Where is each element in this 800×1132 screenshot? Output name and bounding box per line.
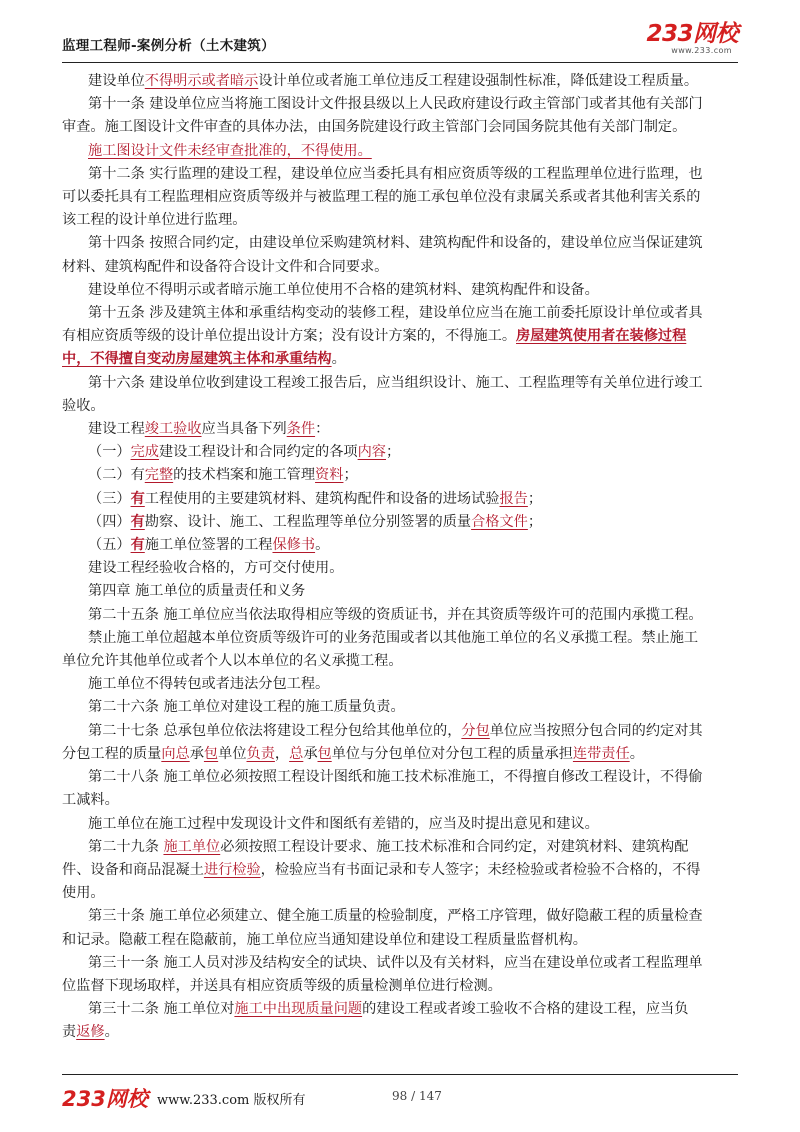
text-segment: 第三十一条 施工人员对涉及结构安全的试块、试件以及有关材料，应当在建设单位或者工程监理单	[88, 954, 703, 971]
highlighted-text: 资料	[315, 467, 344, 484]
text-segment: ：	[315, 421, 330, 438]
text-line	[62, 186, 738, 209]
text-segment: 使用。	[62, 885, 105, 902]
highlighted-text: 施工中出现质量问题	[234, 1001, 363, 1018]
text-segment: 可以委托具有工程监理相应资质等级并与被监理工程的施工承包单位没有隶属关系或者其他利害关系的	[62, 189, 701, 206]
text-segment: 必须按照工程设计要求、施工技术标准和合同约定，对建筑材料、建筑构配	[220, 838, 689, 855]
text-line	[62, 743, 738, 766]
text-line	[62, 929, 738, 952]
text-line	[62, 859, 738, 882]
text-segment: 第二十九条	[88, 838, 164, 855]
text-line	[88, 604, 738, 627]
text-segment: 第二十五条 施工单位应当依法取得相应等级的资质证书，并在其资质等级许可的范围内承揽工程。	[88, 606, 703, 623]
text-segment: 审查。施工图设计文件审查的具体办法，由国务院建设行政主管部门会同国务院其他有关部门制定。	[62, 119, 687, 136]
text-line	[88, 441, 738, 464]
document-body	[62, 70, 738, 1045]
text-segment: 承	[189, 745, 204, 762]
text-segment: 第十四条 按照合同约定，由建设单位采购建筑材料、建筑构配件和设备的，建设单位应当保证建筑	[88, 235, 703, 252]
text-segment: 该工程的设计单位进行监理。	[62, 212, 247, 229]
highlighted-text: 施工单位	[163, 838, 221, 855]
text-segment: 第二十八条 施工单位必须按照工程设计图纸和施工技术标准施工，不得擅自修改工程设计，不得偷	[88, 769, 703, 786]
text-segment: ，检验应当有书面记录和专人签字；未经检验或者检验不合格的，不得	[260, 861, 701, 878]
text-line	[88, 279, 738, 302]
text-segment: 。	[331, 351, 346, 368]
highlighted-text: 连带责任	[572, 745, 630, 762]
text-segment: ；	[386, 444, 401, 461]
text-segment: 工程使用的主要建筑材料、建筑构配件和设备的进场试验	[144, 490, 500, 507]
highlighted-text: 竣工验收	[144, 421, 202, 438]
text-line	[88, 232, 738, 255]
text-segment: 第三十二条 施工单位对	[88, 1001, 235, 1018]
text-segment: ；	[343, 467, 358, 484]
text-line	[88, 70, 738, 93]
text-segment: 勘察、设计、施工、工程监理等单位分别签署的质量	[144, 513, 472, 530]
highlighted-text: 有	[130, 537, 145, 554]
text-line	[62, 348, 738, 371]
text-segment: 和记录。隐蔽工程在隐蔽前，施工单位应当通知建设单位和建设工程质量监督机构。	[62, 931, 587, 948]
highlighted-text: 负责	[246, 745, 275, 762]
highlighted-text: 总	[289, 745, 304, 762]
highlighted-text: 进行检验	[203, 861, 261, 878]
logo-url: www.233.com	[671, 46, 732, 55]
highlighted-text: 房屋建筑使用者在装修过程	[516, 328, 687, 345]
highlighted-text: 报告	[499, 490, 528, 507]
text-line	[88, 140, 738, 163]
text-segment: 第三十条 施工单位必须建立、健全施工质量的检验制度，严格工序管理，做好隐蔽工程的质量检查	[88, 908, 703, 925]
text-segment: 第四章 施工单位的质量责任和义务	[88, 583, 306, 600]
text-segment: ，	[274, 745, 290, 762]
text-segment: 单位与分包单位对分包工程的质量承担	[331, 745, 573, 762]
text-segment: 第十五条 涉及建筑主体和承重结构变动的装修工程，建设单位应当在施工前委托原设计单位或者具	[88, 305, 703, 322]
text-segment: （一）	[88, 444, 131, 461]
text-line	[62, 209, 738, 232]
text-segment: 第二十七条 总承包单位依法将建设工程分包给其他单位的，	[88, 722, 462, 739]
text-segment: 建设工程	[88, 421, 145, 438]
text-segment: 建设工程设计和合同约定的各项	[158, 444, 358, 461]
highlighted-text: 完整	[144, 467, 174, 484]
text-segment: 承	[303, 745, 318, 762]
header-divider	[62, 62, 738, 63]
text-segment: 。	[104, 1024, 119, 1041]
footer-logo: 233网校	[62, 1087, 148, 1111]
text-line	[88, 696, 738, 719]
text-segment: 单位允许其他单位或者个人以本单位的名义承揽工程。	[62, 653, 403, 670]
highlighted-text: 有	[130, 513, 145, 530]
text-line	[62, 650, 738, 673]
highlighted-text: 内容	[357, 444, 386, 461]
text-line	[88, 720, 738, 743]
text-line	[62, 256, 738, 279]
text-segment: 设计单位或者施工单位违反工程建设强制性标准，降低建设工程质量。	[258, 73, 699, 89]
logo-text: 233网校	[646, 21, 738, 47]
text-line	[62, 882, 738, 905]
text-line	[88, 163, 738, 186]
text-segment: 施工单位签署的工程	[144, 537, 273, 554]
text-segment: 应当具备下列	[201, 421, 287, 438]
text-line	[88, 836, 738, 859]
text-segment: 的建设工程或者竣工验收不合格的建设工程，应当负	[362, 1001, 689, 1018]
text-segment: 材料、建筑构配件和设备符合设计文件和合同要求。	[62, 258, 389, 275]
text-line	[88, 488, 738, 511]
highlighted-text: 不得明示或者暗示	[144, 73, 259, 89]
text-segment: 单位应当按照分包合同的约定对其	[489, 722, 703, 739]
text-line	[88, 372, 738, 395]
highlighted-text: 施工图设计文件未经审查批准的，不得使用。	[88, 142, 372, 159]
text-segment: 单位	[218, 745, 247, 762]
highlighted-text: 返修	[76, 1024, 105, 1041]
page-header	[62, 22, 738, 58]
brand-logo	[646, 22, 738, 55]
footer-divider	[62, 1074, 738, 1075]
page-footer	[62, 1083, 738, 1113]
text-segment: （四）	[88, 513, 131, 530]
text-segment: （五）	[88, 537, 131, 554]
document-title: 监理工程师-案例分析（土木建筑）	[62, 38, 275, 54]
highlighted-text: 保修书	[272, 537, 316, 554]
highlighted-text: 向总	[161, 745, 190, 762]
footer-copyright: www.233.com 版权所有	[157, 1093, 306, 1108]
highlighted-text: 中，不得擅自变动房屋建筑主体和承重结构	[62, 351, 332, 368]
text-segment: 第二十六条 施工单位对建设工程的施工质量负责。	[88, 699, 405, 716]
text-line	[88, 93, 738, 116]
text-line	[62, 116, 738, 139]
text-segment: 分包工程的质量	[62, 745, 162, 762]
text-line	[88, 302, 738, 325]
text-line	[88, 673, 738, 696]
text-segment: 工减料。	[62, 792, 119, 809]
text-segment: 施工单位在施工过程中发现设计文件和图纸有差错的，应当及时提出意见和建议。	[88, 815, 599, 832]
highlighted-text: 包	[317, 745, 332, 762]
text-line	[88, 952, 738, 975]
highlighted-text: 条件	[286, 421, 316, 438]
text-line	[88, 418, 738, 441]
text-line	[62, 325, 738, 348]
text-line	[88, 627, 738, 650]
text-segment: （二）有	[88, 467, 145, 484]
text-segment: 位监督下现场取样，并送具有相应资质等级的质量检测单位进行检测。	[62, 977, 502, 994]
text-line	[88, 580, 738, 603]
highlighted-text: 完成	[130, 444, 159, 461]
page-number: 98 / 147	[392, 1089, 442, 1103]
text-line	[88, 813, 738, 836]
text-segment: 第十六条 建设单位收到建设工程竣工报告后，应当组织设计、施工、工程监理等有关单位进行竣工	[88, 374, 703, 391]
text-segment: 责	[62, 1024, 77, 1041]
text-line	[88, 464, 738, 487]
text-segment: 验收。	[62, 397, 105, 414]
highlighted-text: 合格文件	[471, 513, 528, 530]
text-line	[62, 1021, 738, 1044]
text-segment: （三）	[88, 490, 131, 507]
text-segment: 有相应资质等级的设计单位提出设计方案；没有设计方案的，不得施工。	[62, 328, 517, 345]
text-segment: 。	[629, 745, 644, 762]
text-segment: 禁止施工单位超越本单位资质等级许可的业务范围或者以其他施工单位的名义承揽工程。禁止施工	[88, 629, 699, 646]
text-segment: ；	[527, 490, 543, 507]
text-segment: 的技术档案和施工管理	[173, 467, 316, 484]
highlighted-text: 有	[130, 490, 145, 507]
text-line	[88, 905, 738, 928]
text-segment: 建设单位	[88, 73, 145, 89]
text-line	[62, 975, 738, 998]
text-line	[88, 511, 738, 534]
text-line	[88, 766, 738, 789]
text-line	[62, 789, 738, 812]
text-line	[88, 534, 738, 557]
text-segment: 建设工程经验收合格的，方可交付使用。	[88, 560, 344, 577]
text-segment: 。	[315, 537, 330, 554]
text-line	[62, 395, 738, 418]
highlighted-text: 包	[203, 745, 219, 762]
text-line	[88, 557, 738, 580]
highlighted-text: 分包	[461, 722, 490, 739]
text-segment: 建设单位不得明示或者暗示施工单位使用不合格的建筑材料、建筑构配件和设备。	[88, 281, 599, 298]
text-segment: ；	[527, 513, 543, 530]
text-line	[88, 998, 738, 1021]
text-segment: 第十一条 建设单位应当将施工图设计文件报县级以上人民政府建设行政主管部门或者其他有关部门	[88, 96, 703, 113]
text-segment: 第十二条 实行监理的建设工程，建设单位应当委托具有相应资质等级的工程监理单位进行监理，也	[88, 165, 703, 182]
text-segment: 施工单位不得转包或者违法分包工程。	[88, 676, 330, 693]
text-segment: 件、设备和商品混凝土	[62, 861, 204, 878]
